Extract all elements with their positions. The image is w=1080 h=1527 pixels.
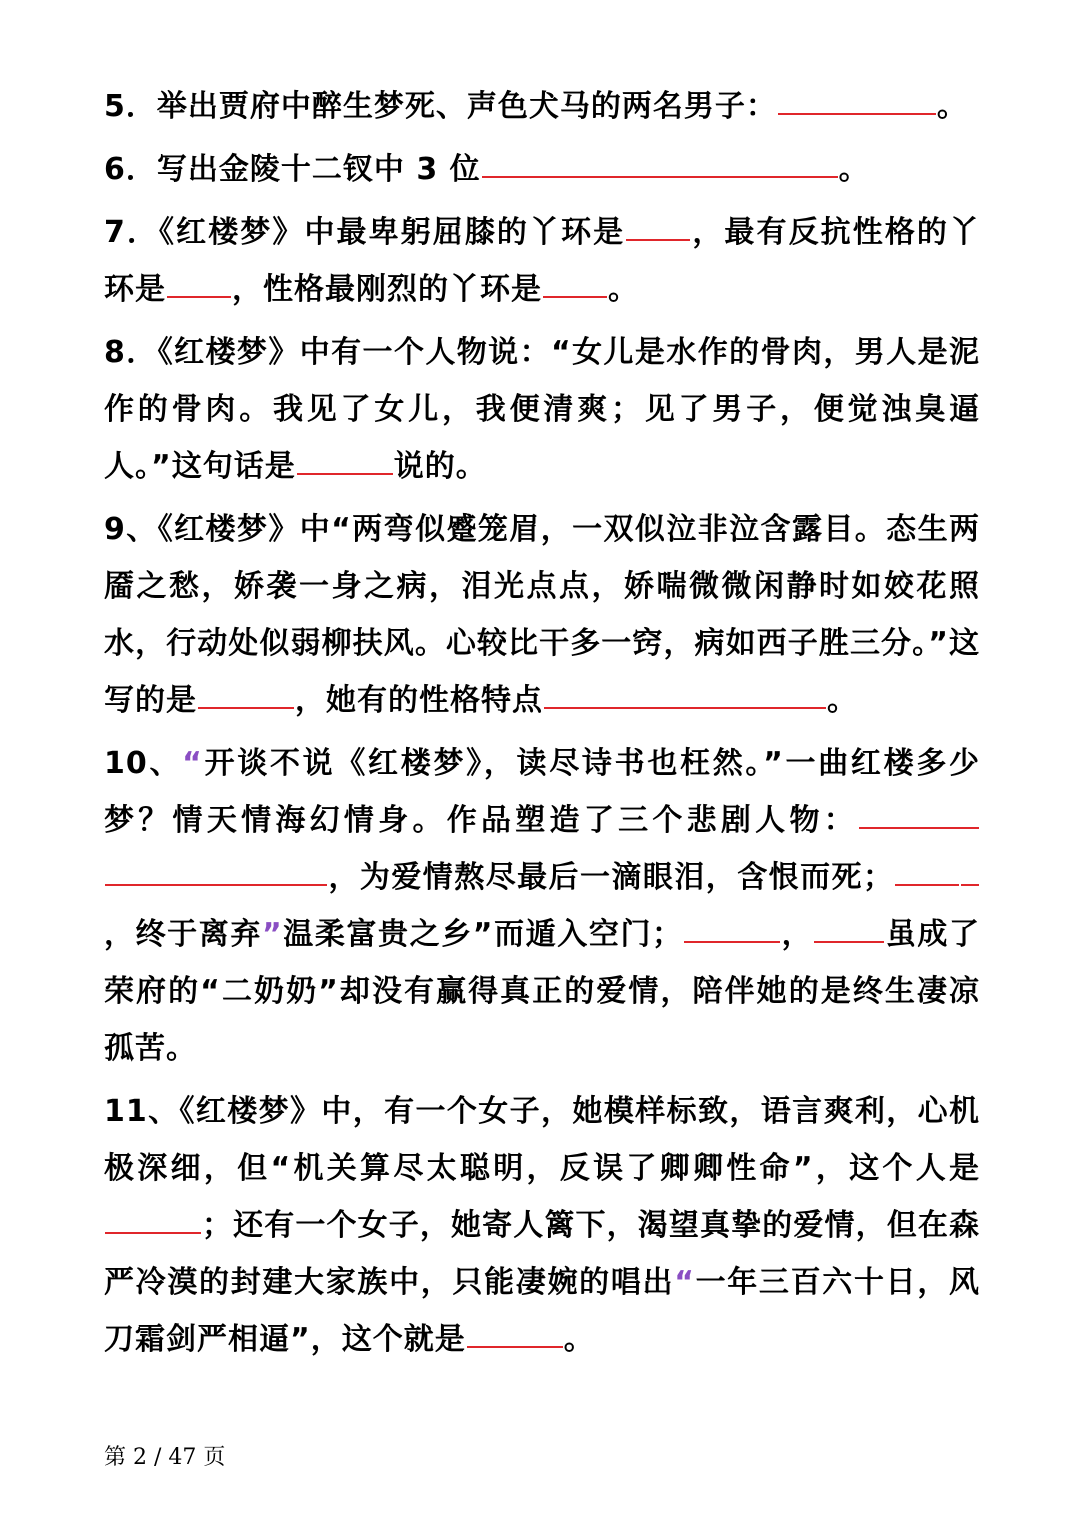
question-5	[104, 78, 980, 135]
answer-blank[interactable]	[778, 112, 936, 115]
answer-blank[interactable]	[626, 238, 690, 241]
question-5-text: 5．举出贾府中醉生梦死、声色犬马的两名男子：	[104, 89, 777, 124]
question-list	[104, 78, 980, 1368]
answer-blank[interactable]	[543, 295, 607, 298]
punctuation: 。	[608, 272, 639, 307]
answer-blank[interactable]	[198, 706, 294, 709]
answer-blank[interactable]	[684, 940, 780, 943]
question-11-text: ；还有一个女子，她寄人篱下，渴望真挚的爱情，但在森严冷漠的封建大家族中，只能凄婉的唱出	[104, 1208, 980, 1300]
question-11	[104, 1083, 980, 1368]
punctuation: 。	[563, 1322, 595, 1357]
question-10-text: 温柔富贵之乡”而遁入空门；	[282, 917, 684, 952]
question-10	[104, 735, 980, 1077]
quote-mark: ”	[261, 917, 283, 952]
question-6-text: 6．写出金陵十二钗中 3 位	[104, 152, 481, 187]
question-8	[104, 324, 980, 495]
punctuation: 。	[838, 152, 870, 187]
answer-blank[interactable]	[467, 1345, 563, 1348]
punctuation: 。	[827, 683, 858, 718]
question-8-text: 8．《红楼梦》中有一个人物说：“女儿是水作的骨肉，男人是泥作的骨肉。我见了女儿，我便清爽；见了男子，便觉浊臭逼人。”这句话是	[104, 335, 980, 484]
answer-blank[interactable]	[297, 472, 393, 475]
answer-blank[interactable]	[895, 883, 959, 886]
question-7-text: 7．《红楼梦》中最卑躬屈膝的丫环是	[104, 215, 626, 250]
question-number: 10、	[104, 746, 183, 781]
page-number-footer: 第 2 / 47 页	[104, 1445, 226, 1470]
question-8-text: 说的。	[393, 449, 487, 484]
answer-blank[interactable]	[105, 883, 327, 886]
answer-blank[interactable]	[167, 295, 231, 298]
question-11-text: 11、《红楼梦》中，有一个女子，她模样标致，语言爽利，心机极深细，但“机关算尽太聪明，反误了卿卿性命”，这个人是	[104, 1094, 980, 1186]
answer-blank[interactable]	[544, 706, 826, 709]
question-7-text: ，性格最刚烈的丫环是	[232, 272, 542, 307]
question-7-text: ，最有反抗性格的丫环是	[104, 215, 981, 307]
punctuation: 。	[936, 89, 968, 124]
answer-blank[interactable]	[961, 883, 979, 886]
question-10-text: ，为爱情熬尽最后一滴眼泪，含恨而死；	[328, 860, 894, 895]
answer-blank[interactable]	[859, 826, 979, 829]
answer-blank[interactable]	[814, 940, 884, 943]
question-10-text: 虽成了荣府的“二奶奶”却没有赢得真正的爱情，陪伴她的是终生凄凉孤苦。	[104, 917, 981, 1066]
question-10-text: 开谈不说《红楼梦》，读尽诗书也枉然。”一曲红楼多少梦？情天情海幻情身。作品塑造了三个悲剧人物：	[104, 746, 981, 838]
quote-mark: “	[674, 1265, 695, 1300]
question-7	[104, 204, 980, 318]
question-9-text: ，她有的性格特点	[295, 683, 543, 718]
answer-blank[interactable]	[482, 175, 838, 178]
quote-mark: “	[182, 746, 203, 781]
question-10-text: ，终于离弃	[104, 917, 262, 952]
question-9	[104, 501, 980, 729]
punctuation: ，	[781, 917, 814, 952]
question-9-text: 9、《红楼梦》中“两弯似蹙笼眉，一双似泣非泣含露目。态生两靥之愁，娇袭一身之病，泪光点点，娇喘微微闲静时如姣花照水，行动处似弱柳扶风。心较比干多一窍，病如西子胜三分。”这写的是	[104, 512, 980, 718]
question-6	[104, 141, 980, 198]
question-11-text: 一年三百六十日，风刀霜剑严相逼”，这个就是	[104, 1265, 980, 1357]
answer-blank[interactable]	[105, 1231, 201, 1234]
